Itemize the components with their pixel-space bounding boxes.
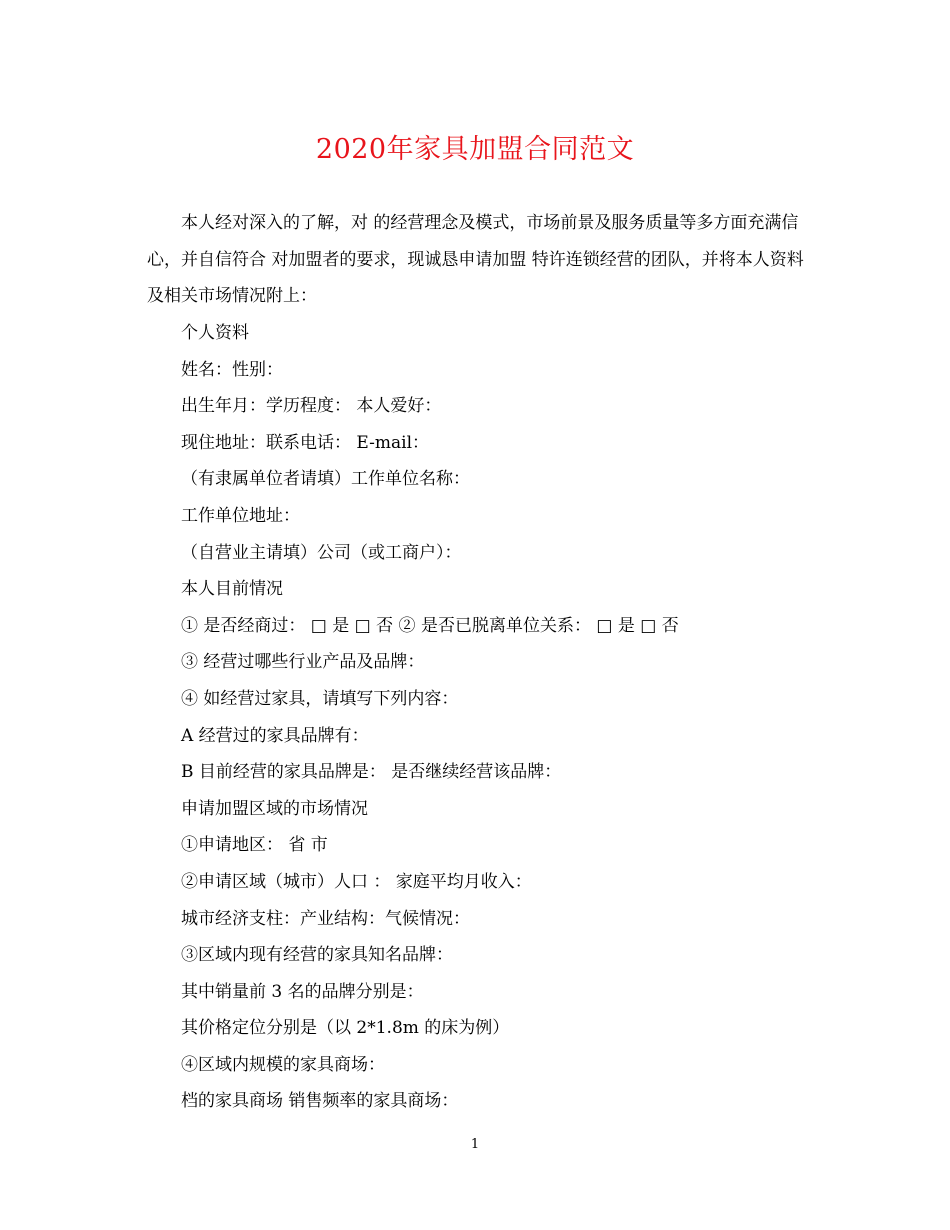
line-economy-industry-climate: 城市经济支柱：产业结构：气候情况： [181,908,470,929]
line-current-furniture-brand: B 目前经营的家具品牌是： 是否继续经营该品牌： [181,762,562,783]
line-birth-education-hobby: 出生年月：学历程度： 本人爱好： [181,396,442,417]
line-address-phone-email: 现住地址：联系电话： E-mail： [181,432,430,453]
page-number: 1 [470,1137,480,1152]
line-furniture-experience: ④ 如经营过家具，请填写下列内容： [181,688,459,709]
line-employer-address: 工作单位地址： [181,505,300,526]
line-furniture-malls: ④区域内规模的家具商场： [181,1054,385,1075]
line-known-brands: ③区域内现有经营的家具知名品牌： [181,945,453,966]
line-business-experience-checkboxes: ① 是否经商过： □ 是 □ 否 ② 是否已脱离单位关系： □ 是 □ 否 [181,615,679,636]
intro-paragraph: 本人经对深入的了解，对 的经营理念及模式，市场前景及服务质量等多方面充满信心，并自信符合 对加盟者的要求，现诚恳申请加盟 特许连锁经营的团队，并将本人资料及相关市场情况附上： [147,213,804,306]
line-past-furniture-brands: A 经营过的家具品牌有： [181,725,369,746]
line-personal-info-heading: 个人资料 [181,323,249,343]
line-self-employed-company: （自营业主请填）公司（或工商户）： [181,542,462,563]
intro-paragraph-block [147,205,807,315]
document-title: 2020年家具加盟合同范文 [315,134,635,165]
line-mall-grade-frequency: 档的家具商场 销售频率的家具商场： [181,1091,459,1112]
form-lines [181,315,811,1120]
line-employer-name: （有隶属单位者请填）工作单位名称： [181,469,470,490]
line-name-gender: 姓名：性别： [181,359,283,380]
line-current-status-heading: 本人目前情况 [181,579,283,600]
line-application-region: ①申请地区： 省 市 [181,835,328,856]
line-price-positioning: 其价格定位分别是（以 2*1.8m 的床为例） [181,1018,510,1039]
line-population-income: ②申请区域（城市）人口 ： 家庭平均月收入： [181,871,532,892]
line-industries-brands: ③ 经营过哪些行业产品及品牌： [181,652,425,673]
line-market-heading: 申请加盟区域的市场情况 [181,798,368,819]
line-top-three-brands: 其中销量前 3 名的品牌分别是： [181,981,424,1002]
